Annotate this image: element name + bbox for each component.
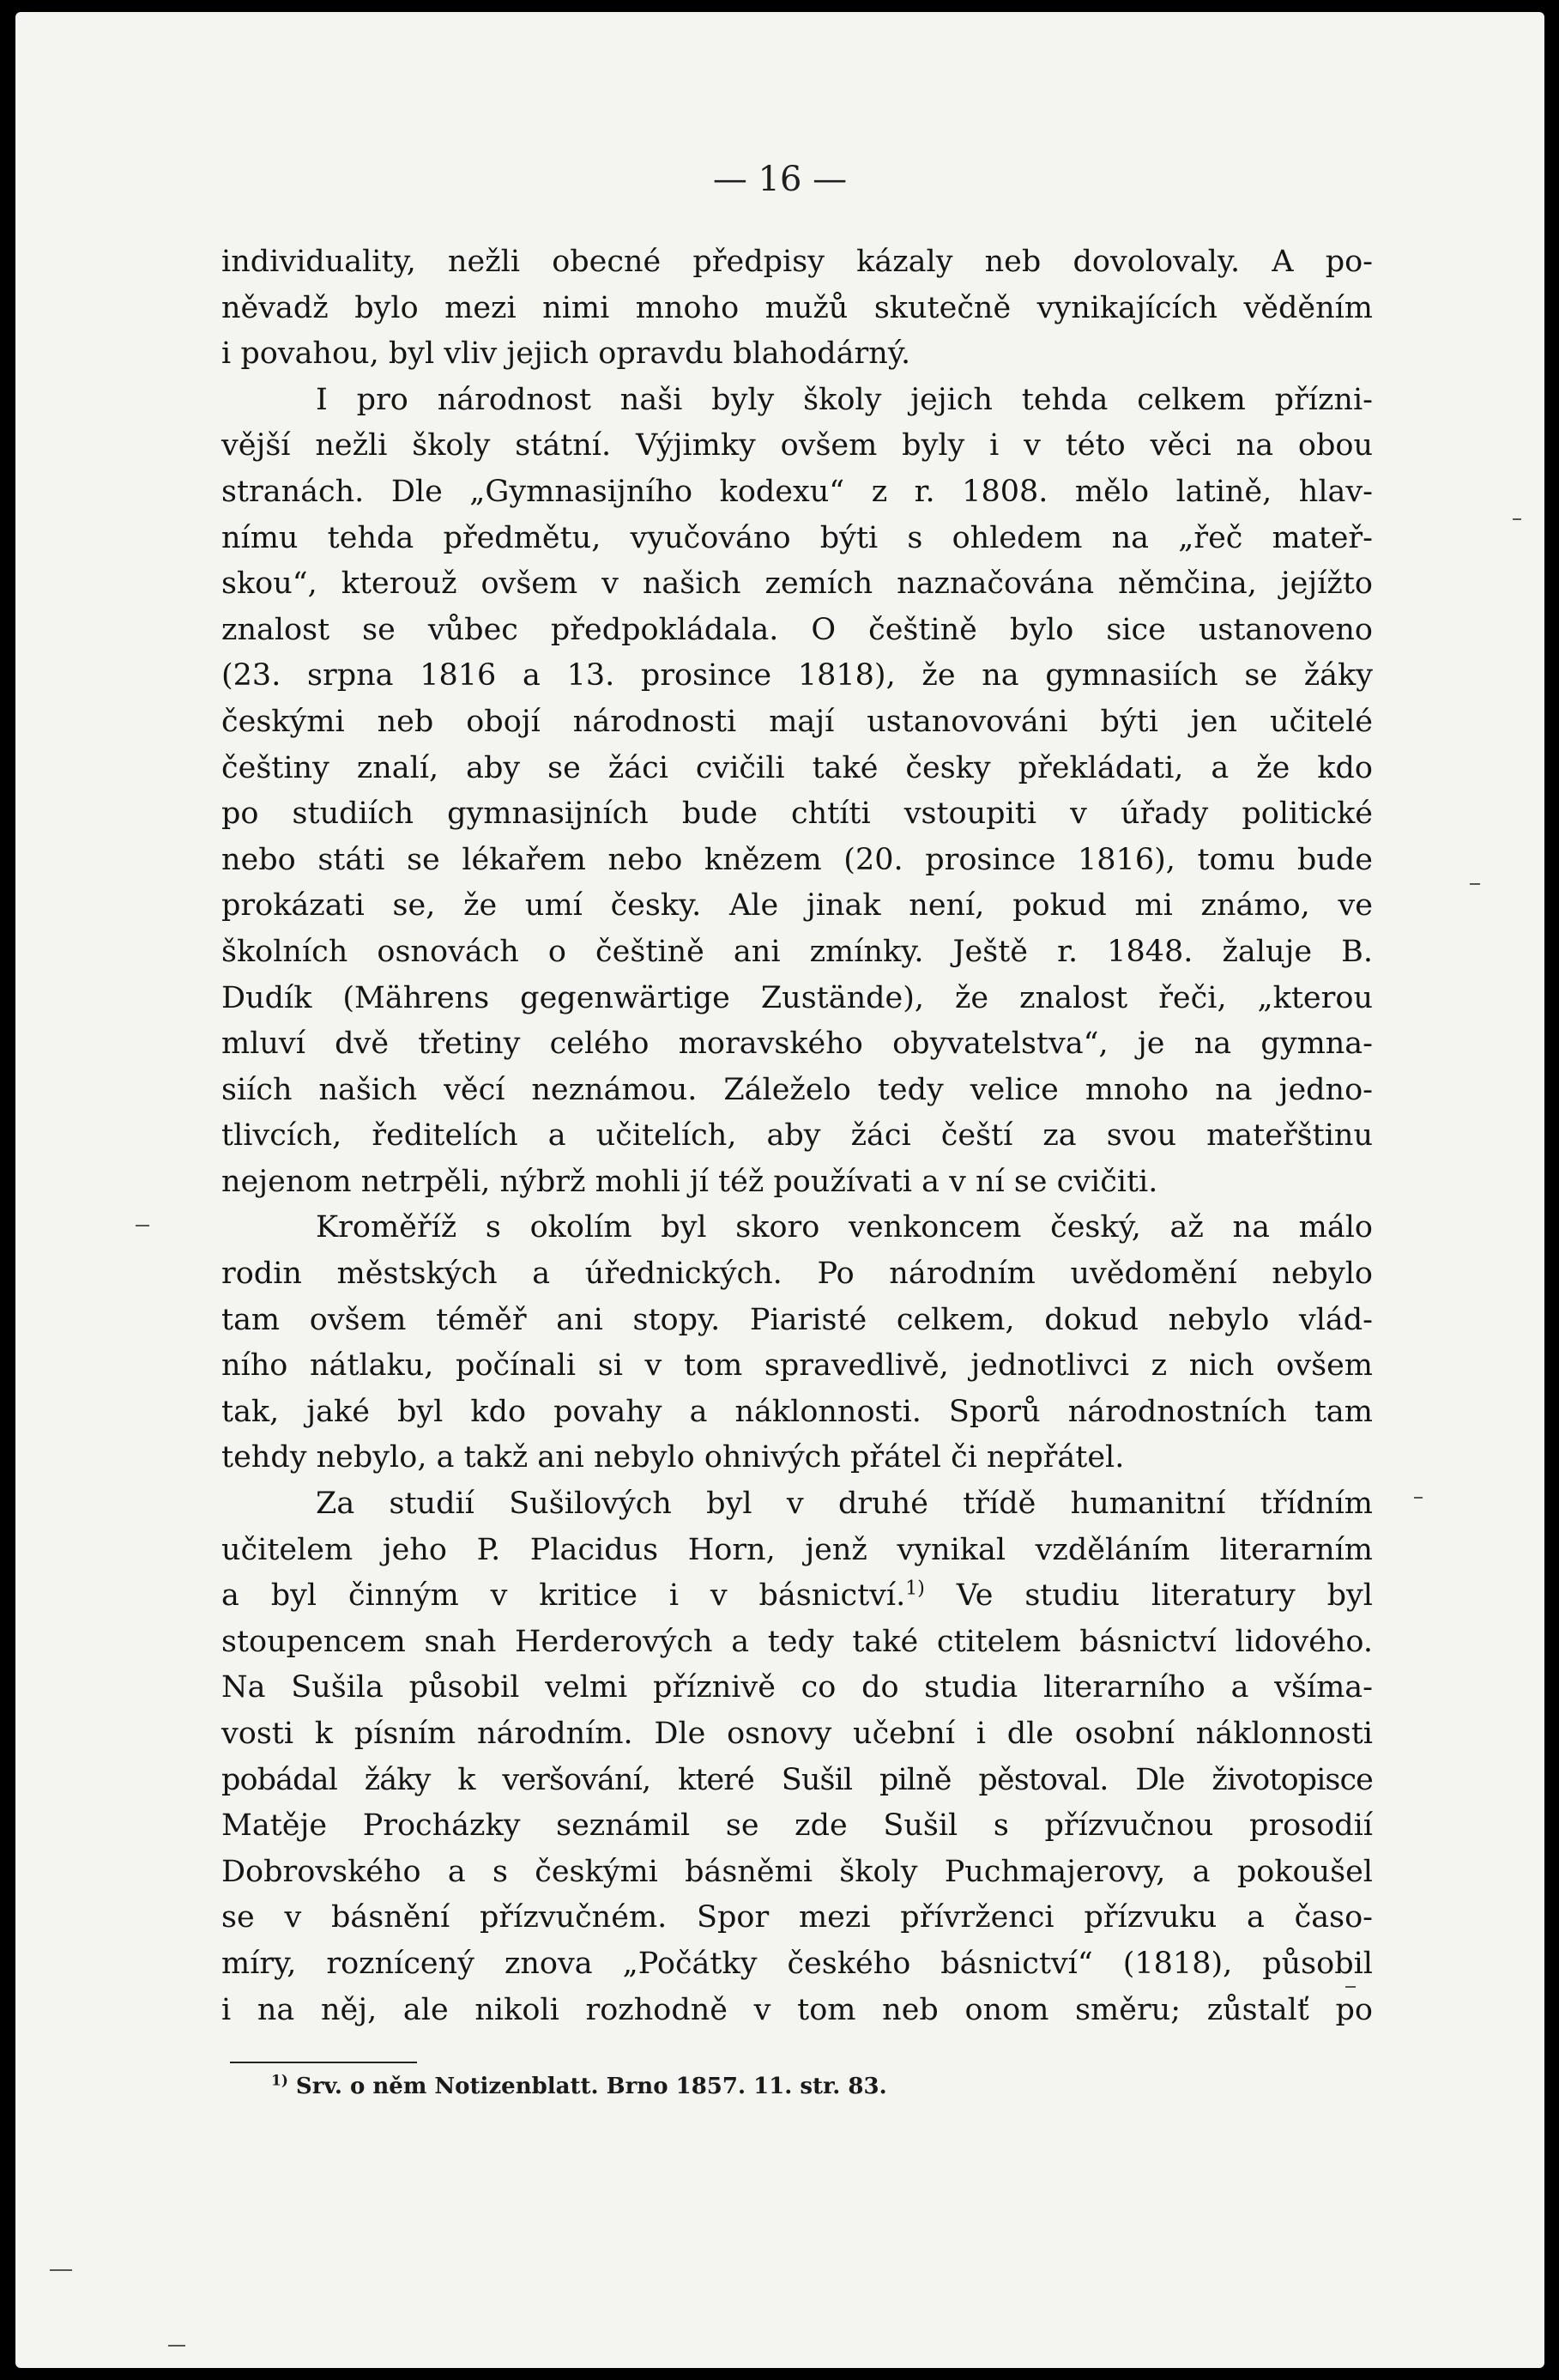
footnote-reference: 1) [905,1578,925,1600]
scan-mark [136,1225,149,1226]
text-line: míry, roznícený znova „Počátky českého básnictví“ (1818), působil [221,1946,1373,1981]
text-line: tak, jaké byl kdo povahy a náklonnosti. Sporů národnostních tam [221,1394,1373,1429]
text-line: nejenom netrpěli, nýbrž mohli jí též používati a v ní se cvičiti. [221,1164,1158,1199]
text-line [221,1573,1373,1620]
text-line: něvadž bylo mezi nimi mnoho mužů skutečně vynikajících věděním [221,290,1373,325]
text-line: tam ovšem téměř ani stopy. Piaristé celkem, dokud nebylo vlád- [221,1302,1373,1337]
text-line: rodin městských a úřednických. Po národním uvědomění nebylo [221,1257,1373,1292]
text-line: siích našich věcí neznámou. Záleželo tedy velice mnoho na jedno- [221,1072,1373,1107]
text-line: se v básnění přízvučném. Spor mezi přívrženci přízvuku a časo- [221,1900,1373,1935]
text-segment: a byl činným v kritice i v básnictví. [221,1578,906,1614]
text-line: prokázati se, že umí česky. Ale jinak není, pokud mi známo, ve [221,888,1373,924]
text-line: ního nátlaku, počínali si v tom spravedlivě, jednotlivci z nich ovšem [221,1348,1373,1384]
text-line: stoupencem snah Herderových a tedy také ctitelem básnictví lidového. [221,1624,1373,1659]
text-line: Dudík (Mährens gegenwärtige Zustände), že znalost řeči, „kterou [221,980,1373,1015]
text-line: I pro národnost naši byly školy jejich tehda celkem přízni- [316,382,1373,417]
text-segment: Ve studiu literatury byl [924,1578,1373,1614]
scan-mark [1345,1986,1356,1988]
text-line: Kroměříž s okolím byl skoro venkoncem český, až na málo [316,1210,1373,1245]
text-line: Matěje Procházky seznámil se zde Sušil s přízvučnou prosodií [221,1808,1373,1844]
text-line: individuality, nežli obecné předpisy kázaly neb dovolovaly. A po- [221,245,1373,279]
scan-mark [50,2269,72,2271]
scan-mark [1414,1497,1423,1499]
text-line: učitelem jeho P. Placidus Horn, jenž vynikal vzděláním literarním [221,1532,1373,1567]
footnote-rule [230,2062,417,2063]
text-line: tehdy nebylo, a takž ani nebylo ohnivých přátel či nepřátel. [221,1440,1125,1475]
footnote [271,2074,887,2099]
text-line: stranách. Dle „Gymnasijního kodexu“ z r. 1808. mělo latině, hlav- [221,474,1373,509]
footnote-marker: 1) [271,2072,288,2090]
scan-mark [1470,883,1480,885]
text-line: školních osnovách o češtině ani zmínky. Ještě r. 1848. žaluje B. [221,934,1373,969]
text-line: vější nežli školy státní. Výjimky ovšem byly i v této věci na obou [221,428,1373,463]
text-line: Na Sušila působil velmi příznivě co do studia literarního a všíma- [221,1670,1373,1705]
text-line: i povahou, byl vliv jejich opravdu blahodárný. [221,336,911,372]
scan-mark [1513,518,1521,520]
text-line: mluví dvě třetiny celého moravského obyvatelstva“, je na gymna- [221,1026,1373,1062]
text-line: znalost se vůbec předpokládala. O češtině bylo sice ustanoveno [221,612,1373,647]
body-text [221,239,1373,2033]
text-line: nebo státi se lékařem nebo knězem (20. prosince 1816), tomu bude [221,842,1373,877]
text-line: českými neb obojí národnosti mají ustanovováni býti jen učitelé [221,704,1373,739]
page-number: — 16 — [712,160,848,199]
footnote-text: Srv. o něm Notizenblatt. Brno 1857. 11. str. 83. [287,2074,887,2099]
text-line: nímu tehda předmětu, vyučováno býti s ohledem na „řeč mateř- [221,520,1373,555]
text-line: po studiích gymnasijních bude chtíti vstoupiti v úřady politické [221,796,1373,832]
scan-mark [168,2345,185,2347]
text-line: vosti k písním národním. Dle osnovy učební i dle osobní náklonnosti [221,1717,1373,1751]
text-line: pobádal žáky k veršování, které Sušil pilně pěstoval. Dle životopisce [221,1762,1373,1797]
text-line: tlivcích, ředitelích a učitelích, aby žáci čeští za svou mateřštinu [221,1118,1373,1154]
text-line: češtiny znalí, aby se žáci cvičili také česky překládati, a že kdo [221,750,1373,785]
text-line: i na něj, ale nikoli rozhodně v tom neb onom směru; zůstalť po [221,1992,1373,2027]
text-line: (23. srpna 1816 a 13. prosince 1818), že na gymnasiích se žáky [221,658,1373,693]
text-line: skou“, kterouž ovšem v našich zemích naznačována němčina, jejížto [221,566,1373,602]
text-line: Za studií Sušilových byl v druhé třídě humanitní třídním [316,1487,1373,1522]
book-page [15,12,1544,2368]
text-line: Dobrovského a s českými básněmi školy Puchmajerovy, a pokoušel [221,1854,1373,1889]
